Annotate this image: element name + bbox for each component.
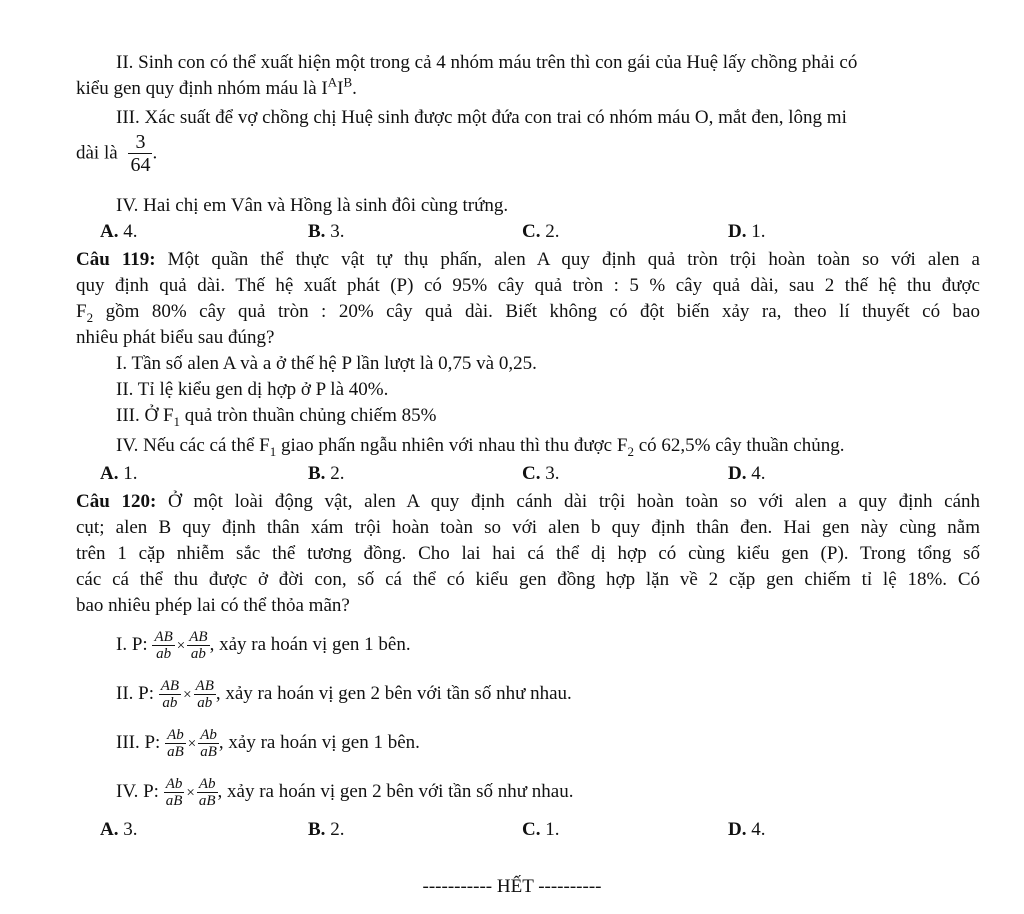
option-b[interactable] <box>308 817 344 842</box>
q119-s3-pre: III. Ở F <box>116 405 174 426</box>
q119-f: F <box>76 301 87 322</box>
times-sign: × <box>183 686 192 703</box>
prev-statement-2-line-2 <box>76 76 980 101</box>
prev-statement-4: IV. Hai chị em Vân và Hồng là sinh đôi cùng trứng. <box>116 195 509 216</box>
fraction-denominator: aB <box>198 793 216 810</box>
q119-text-3: gồm 80% cây quả tròn : 20% cây quả dài. Biết không có đột biến xảy ra, theo lí thuyết có bao <box>105 301 980 322</box>
statement-text: , xảy ra hoán vị gen 1 bên. <box>218 732 420 753</box>
option-value: 4. <box>751 463 766 484</box>
q119-statement-3 <box>116 403 980 428</box>
option-letter: C. <box>522 221 541 242</box>
question-label: Câu 119: <box>76 249 156 270</box>
fraction-denominator: aB <box>200 744 217 761</box>
q119-statement-4 <box>116 433 980 458</box>
prev-s3-end: . <box>152 142 158 164</box>
q120-line-4: các cá thể thu được ở đời con, số cá thể có kiểu gen đồng hợp lặn về 2 cặp gen chiếm tỉ lệ 18%. Có <box>76 569 980 590</box>
option-value: 3. <box>545 463 560 484</box>
q120-statement-2 <box>116 672 980 717</box>
option-letter: A. <box>100 221 119 242</box>
option-value: 1. <box>123 463 138 484</box>
fraction-numerator: Ab <box>198 775 216 792</box>
times-sign: × <box>186 784 195 801</box>
times-sign: × <box>176 637 186 654</box>
statement-text: , xảy ra hoán vị gen 2 bên với tần số như nhau. <box>217 781 574 802</box>
q120-statement-4 <box>116 770 980 815</box>
fraction-denominator: 64 <box>130 154 151 176</box>
fraction-numerator: Ab <box>165 775 183 792</box>
genotype-fraction <box>197 776 218 810</box>
fraction-numerator: 3 <box>128 131 152 154</box>
prev-s2-sup-a: A <box>327 74 338 90</box>
option-c[interactable] <box>522 461 559 486</box>
statement-prefix: I. P: <box>116 634 148 655</box>
option-c[interactable] <box>522 817 559 842</box>
q119-statement-2: II. Tỉ lệ kiểu gen dị hợp ở P là 40%. <box>116 379 389 400</box>
fraction-numerator: AB <box>160 677 180 694</box>
option-value: 4. <box>751 819 766 840</box>
q119-line-3 <box>76 299 980 324</box>
q119-s4-sub2: 2 <box>627 443 634 459</box>
option-letter: D. <box>728 819 747 840</box>
option-letter: C. <box>522 819 541 840</box>
fraction-denominator: aB <box>167 744 184 761</box>
genotype-fraction <box>164 776 185 810</box>
prev-statement-3-line-1: III. Xác suất để vợ chồng chị Huệ sinh được một đứa con trai có nhóm máu O, mắt đen, lông mi <box>116 107 847 128</box>
fraction-denominator: ab <box>190 646 206 663</box>
option-value: 1. <box>545 819 560 840</box>
statement-prefix: IV. P: <box>116 781 159 802</box>
fraction-3-64 <box>128 131 152 176</box>
q119-answer-options <box>76 461 980 486</box>
option-a[interactable] <box>100 817 137 842</box>
option-a[interactable] <box>100 461 137 486</box>
q119-s4-post: có 62,5% cây thuần chủng. <box>633 435 845 456</box>
q119-line-1 <box>76 247 980 272</box>
q120-line-1 <box>76 489 980 514</box>
prev-statement-2-line-1: II. Sinh con có thể xuất hiện một trong cả 4 nhóm máu trên thì con gái của Huệ lấy chồng phải có <box>116 52 858 73</box>
option-letter: D. <box>728 463 747 484</box>
question-label: Câu 120: <box>76 491 157 512</box>
q119-s4-sub: 1 <box>269 443 277 459</box>
fraction-numerator: Ab <box>200 726 217 743</box>
option-value: 4. <box>123 221 138 242</box>
prev-statement-3-line-2 <box>76 131 980 176</box>
q120-statement-1 <box>116 623 980 668</box>
option-letter: D. <box>728 221 747 242</box>
statement-text: , xảy ra hoán vị gen 1 bên. <box>209 634 411 655</box>
genotype-fraction <box>187 629 209 663</box>
option-letter: B. <box>308 463 326 484</box>
times-sign: × <box>187 735 197 752</box>
q120-line-5: bao nhiêu phép lai có thể thỏa mãn? <box>76 595 350 616</box>
q120-answer-options <box>76 817 980 842</box>
q119-s4-pre: IV. Nếu các cá thể F <box>116 435 270 456</box>
option-a[interactable] <box>100 219 137 244</box>
prev-s2-i: I <box>337 78 344 99</box>
fraction-numerator: AB <box>195 677 214 694</box>
fraction-numerator: AB <box>189 628 208 645</box>
option-value: 3. <box>123 819 138 840</box>
genotype-fraction <box>159 678 181 712</box>
q119-f-sub: 2 <box>86 309 94 325</box>
fraction-numerator: AB <box>154 628 173 645</box>
genotype-fraction <box>152 629 174 663</box>
option-letter: A. <box>100 819 119 840</box>
option-value: 2. <box>545 221 560 242</box>
q119-line-4: nhiêu phát biểu sau đúng? <box>76 327 275 348</box>
q119-statement-1: I. Tần số alen A và a ở thế hệ P lần lượt là 0,75 và 0,25. <box>116 353 537 374</box>
option-value: 3. <box>330 221 345 242</box>
q119-s4-mid: giao phấn ngẫu nhiên với nhau thì thu được F <box>276 435 628 456</box>
q119-line-2: quy định quả dài. Thế hệ xuất phát (P) có 95% cây quả tròn : 5 % cây quả dài, sau 2 thế hệ thu được <box>76 275 980 296</box>
option-d[interactable] <box>728 461 765 486</box>
genotype-fraction <box>198 727 219 761</box>
q119-s3-post: quả tròn thuần chủng chiếm 85% <box>180 405 437 426</box>
q120-line-2: cụt; alen B quy định thân xám trội hoàn toàn so với alen b quy định thân đen. Hai gen này cùng nằm <box>76 517 980 538</box>
fraction-numerator: Ab <box>167 726 184 743</box>
prev-s2-text: kiểu gen quy định nhóm máu là I <box>76 78 328 99</box>
prev-s3-text: dài là <box>76 142 118 164</box>
q119-s3-sub: 1 <box>173 413 181 429</box>
statement-prefix: II. P: <box>116 683 154 704</box>
statement-prefix: III. P: <box>116 732 161 753</box>
option-b[interactable] <box>308 219 344 244</box>
prev-answer-options <box>76 219 980 244</box>
q119-text-1: Một quần thể thực vật tự thụ phấn, alen A quy định quả tròn trội hoàn toàn so với alen a <box>167 249 980 270</box>
q120-line-3: trên 1 cặp nhiễm sắc thể tương đồng. Cho lai hai cá thể dị hợp có cùng kiểu gen (P). Trong tổng số <box>76 543 980 564</box>
option-letter: C. <box>522 463 541 484</box>
end-marker: ----------- HẾT ---------- <box>422 876 602 897</box>
option-b[interactable] <box>308 461 344 486</box>
genotype-fraction <box>194 678 216 712</box>
q120-text-1: Ở một loài động vật, alen A quy định cánh dài trội hoàn toàn so với alen a quy định cánh <box>168 491 980 512</box>
option-value: 2. <box>330 463 345 484</box>
option-d[interactable] <box>728 219 765 244</box>
option-value: 2. <box>330 819 345 840</box>
option-value: 1. <box>751 221 766 242</box>
option-letter: B. <box>308 819 326 840</box>
option-letter: A. <box>100 463 119 484</box>
genotype-fraction <box>165 727 186 761</box>
fraction-denominator: ab <box>156 646 172 663</box>
prev-s2-end: . <box>352 78 357 99</box>
fraction-denominator: ab <box>197 695 213 712</box>
statement-text: , xảy ra hoán vị gen 2 bên với tần số như nhau. <box>215 683 572 704</box>
q120-statement-3 <box>116 721 980 766</box>
prev-s2-sup-b: B <box>343 74 353 90</box>
fraction-denominator: aB <box>165 793 183 810</box>
option-c[interactable] <box>522 219 559 244</box>
option-d[interactable] <box>728 817 765 842</box>
option-letter: B. <box>308 221 326 242</box>
fraction-denominator: ab <box>162 695 178 712</box>
